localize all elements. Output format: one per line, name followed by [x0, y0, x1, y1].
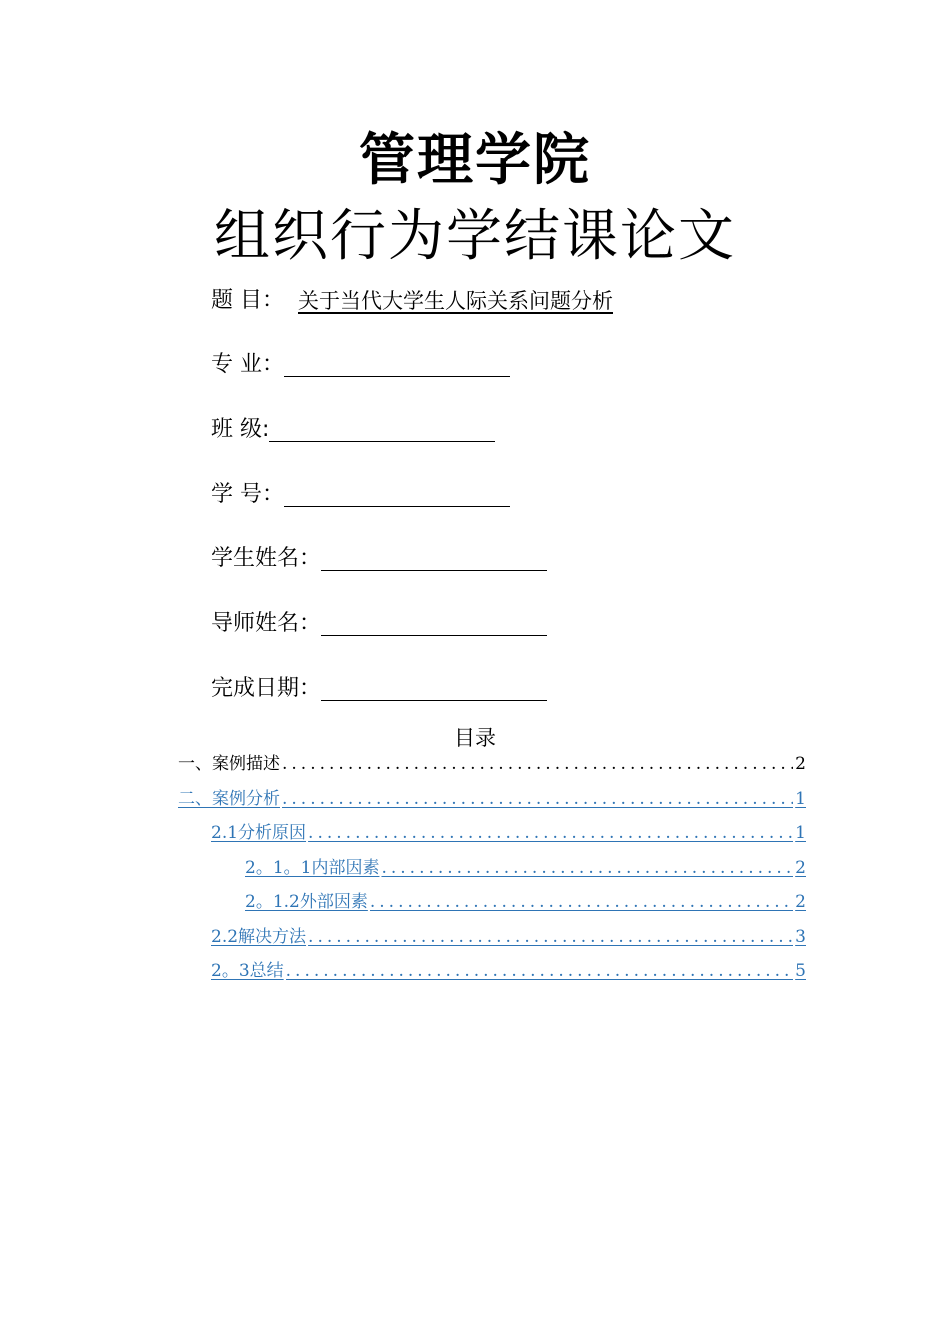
toc-entry-text: 2。3总结: [211, 961, 284, 981]
major-label: 专 业：: [211, 352, 284, 377]
student-id-label: 学 号：: [211, 482, 284, 507]
toc-entry-page: 1: [795, 823, 806, 843]
student-name-field: [211, 544, 547, 574]
toc-entry-text: 一、案例描述: [178, 754, 280, 774]
course-title: 组织行为学结课论文: [214, 204, 736, 269]
toc-entry-page: 1: [795, 789, 806, 809]
student-name-blank[interactable]: [321, 544, 547, 571]
class-field: [211, 415, 495, 445]
toc-leader: [282, 751, 793, 777]
toc-entry-text: 2。1。1内部因素: [245, 858, 380, 878]
completion-date-field: [211, 674, 547, 704]
student-id-field: [211, 480, 510, 510]
toc-leader: [282, 786, 793, 812]
toc-entry-link[interactable]: [245, 889, 806, 915]
topic-value: 关于当代大学生人际关系问题分析: [298, 289, 613, 313]
toc-entry-page: 2: [795, 858, 806, 878]
toc-entry-link[interactable]: [245, 855, 806, 881]
completion-date-label: 完成日期：: [211, 676, 322, 701]
toc-entry-link[interactable]: [211, 924, 806, 950]
topic-field: [211, 286, 627, 316]
toc-entry-text: 2.1分析原因: [211, 823, 307, 843]
toc-entry-link[interactable]: [211, 820, 806, 846]
toc-entry-text: 二、案例分析: [178, 789, 280, 809]
student-name-label: 学生姓名：: [211, 546, 322, 571]
completion-date-blank[interactable]: [321, 674, 547, 701]
advisor-name-field: [211, 609, 547, 639]
toc-entry-page: 2: [795, 892, 806, 912]
toc-entry: [178, 751, 806, 777]
toc-entry-page: 2: [795, 754, 806, 774]
school-title: 管理学院: [359, 128, 591, 193]
toc-entry-page: 5: [795, 961, 806, 981]
major-blank[interactable]: [284, 350, 510, 377]
class-label: 班 级:: [211, 417, 270, 442]
toc-entry-link[interactable]: [211, 958, 806, 984]
toc-entry-page: 3: [795, 927, 806, 947]
toc-leader: [381, 855, 793, 881]
toc-leader: [308, 924, 793, 950]
toc-heading: 目录: [454, 726, 496, 750]
advisor-name-label: 导师姓名：: [211, 611, 322, 636]
toc-entry-text: 2。1.2外部因素: [245, 892, 368, 912]
toc-entry-text: 2.2解决方法: [211, 927, 307, 947]
major-field: [211, 350, 510, 380]
topic-label: 题 目：: [211, 288, 284, 313]
class-blank[interactable]: [269, 415, 495, 442]
toc-entry-link[interactable]: [178, 786, 806, 812]
student-id-blank[interactable]: [284, 480, 510, 507]
advisor-name-blank[interactable]: [321, 609, 547, 636]
toc-leader: [308, 820, 793, 846]
toc-leader: [286, 958, 794, 984]
toc-leader: [370, 889, 793, 915]
